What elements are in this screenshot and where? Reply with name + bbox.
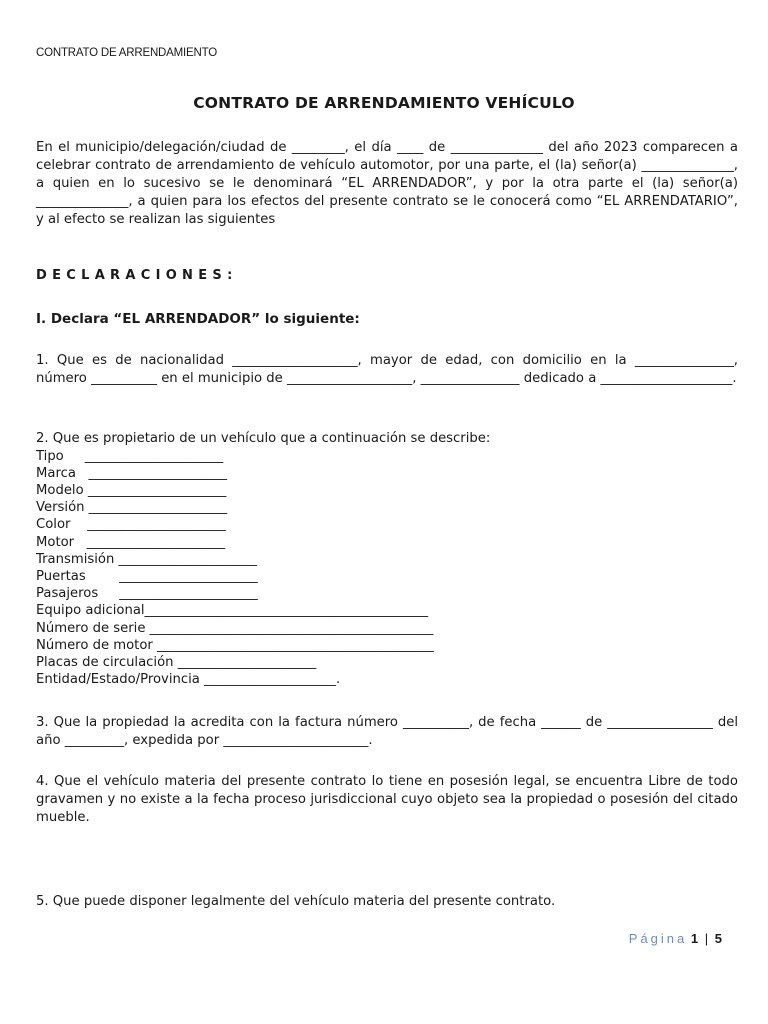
clause-1-text: 1. Que es de nacionalidad ___________________, mayor de edad, con domicilio en la _______________, número __________ en el municipio de ___________________, _______________ dedicado a ____________________. xyxy=(36,353,738,386)
clause-2 xyxy=(36,430,738,688)
declarations-subheading: I. Declara “EL ARRENDADOR” lo siguiente: xyxy=(36,311,360,327)
clause-3 xyxy=(36,714,738,750)
vehicle-field: Transmisión _____________________ xyxy=(36,551,257,567)
vehicle-fields-list xyxy=(36,448,738,689)
vehicle-field: Equipo adicional___________________________________________ xyxy=(36,603,429,619)
clause-3-text: 3. Que la propiedad la acredita con la factura número __________, de fecha ______ de ________________ del año _________, expedida por ______________________. xyxy=(36,715,738,748)
clause-4 xyxy=(36,773,738,827)
total-pages-number: 5 xyxy=(714,931,722,946)
running-header: CONTRATO DE ARRENDAMIENTO xyxy=(36,47,217,59)
intro-paragraph xyxy=(36,139,738,229)
page-word: Página xyxy=(628,931,688,946)
clause-5-text: 5. Que puede disponer legalmente del vehículo materia del presente contrato. xyxy=(36,894,556,909)
vehicle-field: Número de serie ___________________________________________ xyxy=(36,620,434,636)
intro-text: En el municipio/delegación/ciudad de ________, el día ____ de ______________ del año 2023 comparecen a celebrar contrato de arrendamiento de vehículo automotor, por una parte, el (la) señor(a) ______________, a quien en lo sucesivo se le denominará “EL ARRENDADOR”, y por la otra parte el (la) señor(a) ______________, a quien para los efectos del presente contrato se le conocerá como “EL ARRENDATARIO”, y al efecto se realizan las siguientes xyxy=(36,140,738,227)
declarations-heading: DECLARACIONES: xyxy=(36,268,238,283)
vehicle-field: Versión _____________________ xyxy=(36,500,228,516)
document-title: CONTRATO DE ARRENDAMIENTO VEHÍCULO xyxy=(193,94,575,112)
vehicle-field: Tipo _____________________ xyxy=(36,448,224,464)
clause-2-intro: 2. Que es propietario de un vehículo que a continuación se describe: xyxy=(36,431,491,446)
current-page-number: 1 xyxy=(690,931,699,946)
vehicle-field: Entidad/Estado/Provincia ____________________. xyxy=(36,672,341,688)
clause-1 xyxy=(36,352,738,388)
vehicle-field: Marca _____________________ xyxy=(36,465,227,481)
page-footer xyxy=(629,931,722,946)
clause-5 xyxy=(36,893,738,911)
vehicle-field: Placas de circulación _____________________ xyxy=(36,654,317,670)
vehicle-field: Puertas _____________________ xyxy=(36,568,258,584)
vehicle-field: Modelo _____________________ xyxy=(36,482,227,498)
page-separator: | xyxy=(704,931,709,946)
vehicle-field: Pasajeros _____________________ xyxy=(36,586,258,602)
vehicle-field: Número de motor __________________________________________ xyxy=(36,637,434,653)
vehicle-field: Motor _____________________ xyxy=(36,534,226,550)
vehicle-field: Color _____________________ xyxy=(36,517,226,533)
clause-4-text: 4. Que el vehículo materia del presente contrato lo tiene en posesión legal, se encuentra Libre de todo gravamen y no existe a la fecha proceso jurisdiccional cuyo objeto sea la propiedad o posesión del citado mueble. xyxy=(36,774,738,825)
